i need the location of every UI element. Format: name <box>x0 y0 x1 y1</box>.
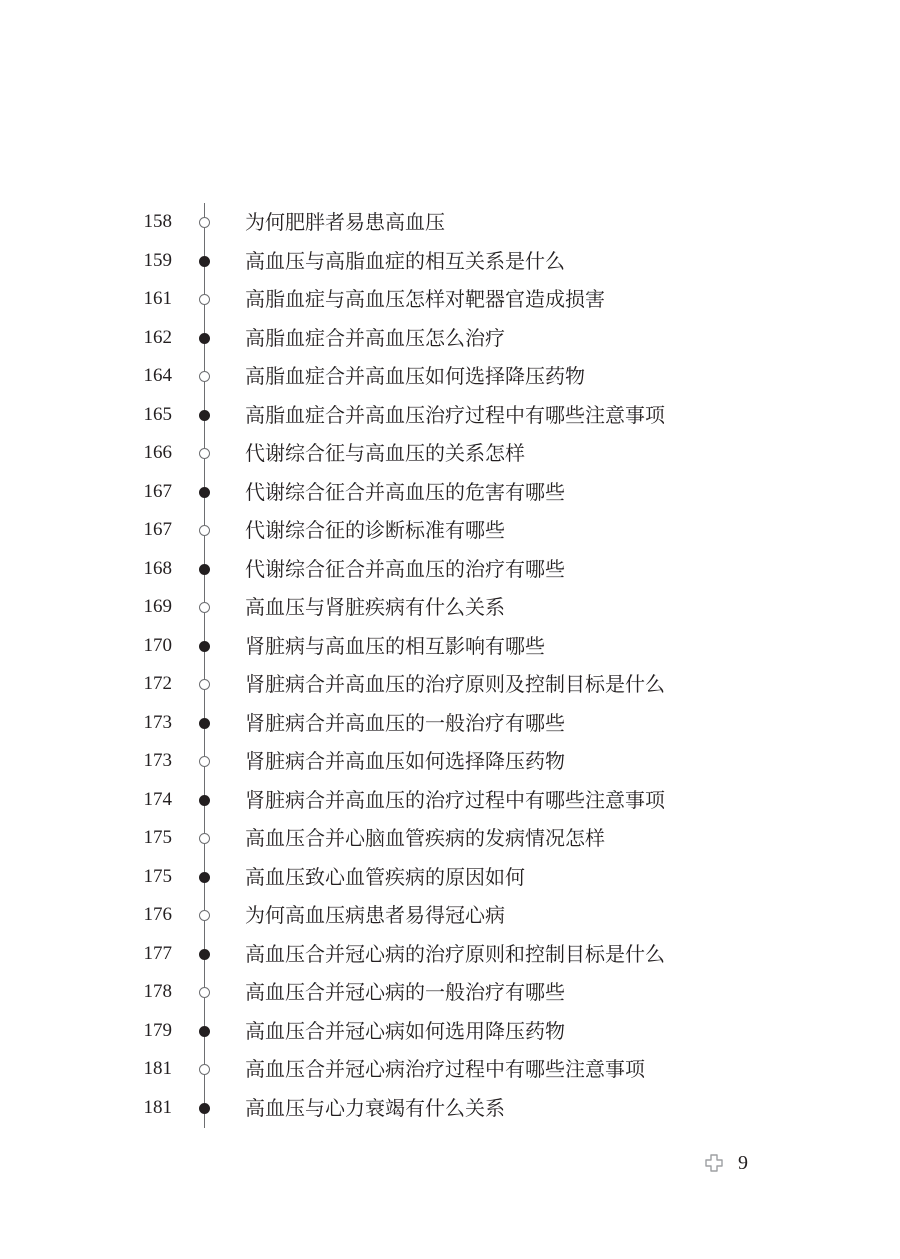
toc-page-number: 181 <box>143 1096 172 1118</box>
toc-entry[interactable] <box>0 704 900 742</box>
filled-bullet-icon <box>199 487 210 498</box>
toc-entry[interactable] <box>0 1050 900 1088</box>
toc-entry[interactable] <box>0 396 900 434</box>
hollow-bullet-icon <box>199 602 210 613</box>
toc-entry[interactable] <box>0 588 900 626</box>
toc-page-number: 159 <box>143 249 172 271</box>
toc-title: 代谢综合征与高血压的关系怎样 <box>245 441 525 465</box>
toc-page-number: 175 <box>143 865 172 887</box>
toc-entry[interactable] <box>0 280 900 318</box>
filled-bullet-icon <box>199 410 210 421</box>
toc-page-number: 169 <box>143 596 172 617</box>
toc-entry[interactable] <box>0 819 900 857</box>
hollow-bullet-icon <box>199 679 210 690</box>
toc-page-number: 175 <box>143 827 172 848</box>
toc-title: 高血压与肾脏疾病有什么关系 <box>245 595 505 619</box>
hollow-bullet-icon <box>199 833 210 844</box>
toc-entry[interactable] <box>0 242 900 280</box>
toc-title: 高血压合并冠心病治疗过程中有哪些注意事项 <box>245 1057 645 1081</box>
medical-cross-icon <box>704 1153 724 1173</box>
filled-bullet-icon <box>199 949 210 960</box>
toc-page-number: 161 <box>143 288 172 309</box>
filled-bullet-icon <box>199 872 210 883</box>
hollow-bullet-icon <box>199 756 210 767</box>
hollow-bullet-icon <box>199 217 210 228</box>
hollow-bullet-icon <box>199 987 210 998</box>
toc-entry[interactable] <box>0 511 900 549</box>
toc-title: 代谢综合征的诊断标准有哪些 <box>245 518 505 542</box>
toc-page-number: 167 <box>143 519 172 540</box>
toc-entry[interactable] <box>0 434 900 472</box>
toc-title: 高血压合并冠心病的一般治疗有哪些 <box>245 980 565 1004</box>
toc-title: 肾脏病合并高血压的治疗过程中有哪些注意事项 <box>245 787 665 812</box>
toc-entry[interactable] <box>0 665 900 703</box>
filled-bullet-icon <box>199 718 210 729</box>
toc-title: 高血压与心力衰竭有什么关系 <box>245 1095 505 1120</box>
hollow-bullet-icon <box>199 525 210 536</box>
toc-entry[interactable] <box>0 319 900 357</box>
toc-entry[interactable] <box>0 203 900 241</box>
toc-page-number: 173 <box>143 750 172 771</box>
hollow-bullet-icon <box>199 448 210 459</box>
toc-page-number: 178 <box>143 981 172 1002</box>
toc-entry[interactable] <box>0 781 900 819</box>
toc-page-number: 162 <box>143 326 172 348</box>
toc-title: 代谢综合征合并高血压的危害有哪些 <box>245 479 565 504</box>
filled-bullet-icon <box>199 641 210 652</box>
page-number: 9 <box>738 1152 748 1174</box>
hollow-bullet-icon <box>199 1064 210 1075</box>
toc-page-number: 172 <box>143 673 172 694</box>
toc-title: 高血压合并冠心病的治疗原则和控制目标是什么 <box>245 941 665 966</box>
toc-title: 肾脏病合并高血压如何选择降压药物 <box>245 749 565 773</box>
toc-page-number: 179 <box>143 1019 172 1041</box>
toc-page-number: 164 <box>143 365 172 386</box>
toc-entry[interactable] <box>0 935 900 973</box>
toc-entry[interactable] <box>0 357 900 395</box>
toc-page-number: 168 <box>143 557 172 579</box>
toc-title: 肾脏病与高血压的相互影响有哪些 <box>245 633 545 658</box>
hollow-bullet-icon <box>199 294 210 305</box>
toc-entry[interactable] <box>0 627 900 665</box>
toc-entry[interactable] <box>0 858 900 896</box>
hollow-bullet-icon <box>199 910 210 921</box>
filled-bullet-icon <box>199 564 210 575</box>
filled-bullet-icon <box>199 256 210 267</box>
toc-entry[interactable] <box>0 1012 900 1050</box>
toc-entry[interactable] <box>0 896 900 934</box>
toc-page-number: 170 <box>143 634 172 656</box>
toc-entry[interactable] <box>0 742 900 780</box>
toc-title: 高脂血症与高血压怎样对靶器官造成损害 <box>245 287 605 311</box>
toc-entry[interactable] <box>0 973 900 1011</box>
toc-title: 高脂血症合并高血压怎么治疗 <box>245 325 505 350</box>
toc-page-number: 158 <box>143 211 172 232</box>
toc-page-number: 166 <box>143 442 172 463</box>
toc-entry[interactable] <box>0 1089 900 1127</box>
toc-page-number: 181 <box>143 1058 172 1079</box>
toc-title: 代谢综合征合并高血压的治疗有哪些 <box>245 556 565 581</box>
filled-bullet-icon <box>199 1026 210 1037</box>
toc-title: 高脂血症合并高血压如何选择降压药物 <box>245 364 585 388</box>
toc-title: 高血压合并心脑血管疾病的发病情况怎样 <box>245 826 605 850</box>
toc-title: 高血压与高脂血症的相互关系是什么 <box>245 248 565 273</box>
toc-page-number: 167 <box>143 480 172 502</box>
toc-page-number: 177 <box>143 942 172 964</box>
toc-page-number: 174 <box>143 788 172 810</box>
filled-bullet-icon <box>199 795 210 806</box>
toc-entry[interactable] <box>0 550 900 588</box>
toc-title: 为何肥胖者易患高血压 <box>245 210 445 234</box>
toc-page-number: 176 <box>143 904 172 925</box>
toc-title: 高血压致心血管疾病的原因如何 <box>245 864 525 889</box>
table-of-contents <box>0 203 900 1128</box>
toc-page-number: 165 <box>143 403 172 425</box>
toc-title: 肾脏病合并高血压的一般治疗有哪些 <box>245 710 565 735</box>
hollow-bullet-icon <box>199 371 210 382</box>
toc-title: 为何高血压病患者易得冠心病 <box>245 903 505 927</box>
toc-page-number: 173 <box>143 711 172 733</box>
toc-title: 高脂血症合并高血压治疗过程中有哪些注意事项 <box>245 402 665 427</box>
toc-title: 肾脏病合并高血压的治疗原则及控制目标是什么 <box>245 672 665 696</box>
toc-entry[interactable] <box>0 473 900 511</box>
filled-bullet-icon <box>199 333 210 344</box>
toc-title: 高血压合并冠心病如何选用降压药物 <box>245 1018 565 1043</box>
filled-bullet-icon <box>199 1103 210 1114</box>
